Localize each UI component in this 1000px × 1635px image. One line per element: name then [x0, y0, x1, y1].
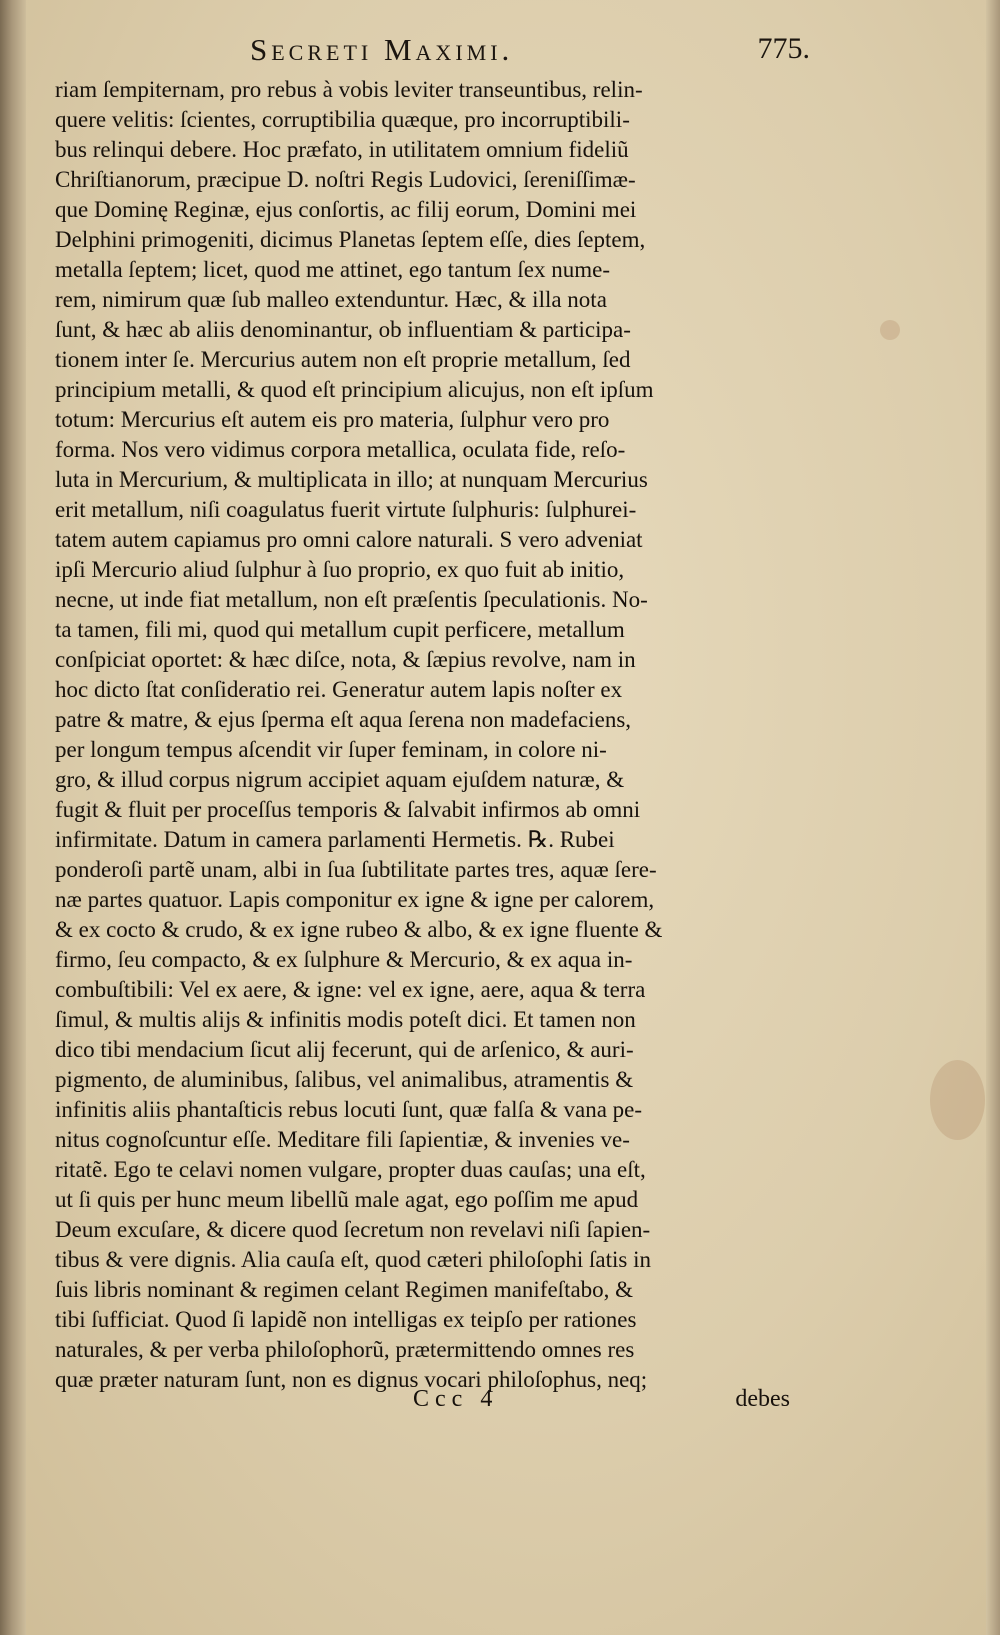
text-line: bus relinqui debere. Hoc præfato, in utilitatem omnium fideliũ — [55, 137, 629, 162]
text-line: tionem inter ſe. Mercurius autem non eſt proprie metallum, ſed — [55, 347, 631, 372]
text-line: necne, ut inde fiat metallum, non eſt præſentis ſpeculationis. No- — [55, 587, 648, 612]
text-line: ponderoſi partẽ unam, albi in ſua ſubtilitate partes tres, aquæ ſere- — [55, 857, 657, 882]
text-line: infinitis aliis phantaſticis rebus locuti ſunt, quæ falſa & vana pe- — [55, 1097, 643, 1122]
text-line: que Dominę Reginæ, ejus conſortis, ac filij eorum, Domini mei — [55, 197, 637, 222]
text-line: combuſtibili: Vel ex aere, & igne: vel ex igne, aere, aqua & terra — [55, 977, 646, 1002]
text-line: gro, & illud corpus nigrum accipiet aquam ejuſdem naturæ, & — [55, 767, 625, 792]
text-line: tibus & vere dignis. Alia cauſa eſt, quod cæteri philoſophi ſatis in — [55, 1247, 651, 1272]
text-line: næ partes quatuor. Lapis componitur ex igne & igne per calorem, — [55, 887, 655, 912]
text-line: conſpiciat oportet: & hæc diſce, nota, & ſæpius revolve, nam in — [55, 647, 636, 672]
text-line: fugit & fluit per proceſſus temporis & ſalvabit infirmos ab omni — [55, 797, 641, 822]
text-line: hoc dicto ſtat conſideratio rei. Generatur autem lapis noſter ex — [55, 677, 623, 702]
foxing-stain — [930, 1060, 985, 1140]
foxing-stain — [880, 320, 900, 340]
text-line: ſuis libris nominant & regimen celant Regimen manifeſtabo, & — [55, 1277, 634, 1302]
body-text — [55, 75, 790, 1395]
text-line: forma. Nos vero vidimus corpora metallica, oculata fide, reſo- — [55, 437, 626, 462]
text-line: quæ præter naturam ſunt, non es dignus vocari philoſophus, neq; — [55, 1367, 648, 1392]
page-edge — [986, 0, 1000, 1635]
text-line: firmo, ſeu compacto, & ex ſulphure & Mercurio, & ex aqua in- — [55, 947, 633, 972]
text-line: principium metalli, & quod eſt principium alicujus, non eſt ipſum — [55, 377, 654, 402]
text-line: ſunt, & hæc ab aliis denominantur, ob influentiam & participa- — [55, 317, 631, 342]
text-line: dico tibi mendacium ſicut alij fecerunt, qui de arſenico, & auri- — [55, 1037, 634, 1062]
text-line: tatem autem capiamus pro omni calore naturali. S vero adveniat — [55, 527, 643, 552]
text-line: Deum excuſare, & dicere quod ſecretum non revelavi niſi ſapien- — [55, 1217, 651, 1242]
text-line: quere velitis: ſcientes, corruptibilia quæque, pro incorruptibili- — [55, 107, 630, 132]
text-line: & ex cocto & crudo, & ex igne rubeo & albo, & ex igne fluente & — [55, 917, 663, 942]
folio-number: 775. — [757, 32, 810, 65]
text-line: rem, nimirum quæ ſub malleo extenduntur. Hæc, & illa nota — [55, 287, 607, 312]
text-line: ritatẽ. Ego te celavi nomen vulgare, propter duas cauſas; una eſt, — [55, 1157, 646, 1182]
page-footer — [55, 1386, 790, 1420]
text-line: metalla ſeptem; licet, quod me attinet, ego tantum ſex nume- — [55, 257, 611, 282]
text-line: ipſi Mercurio aliud ſulphur à ſuo proprio, ex quo fuit ab initio, — [55, 557, 625, 582]
catchword: debes — [735, 1386, 790, 1412]
signature-mark: Ccc 4 — [413, 1386, 499, 1412]
text-line: ta tamen, fili mi, quod qui metallum cupit perficere, metallum — [55, 617, 625, 642]
text-line: riam ſempiternam, pro rebus à vobis leviter transeuntibus, relin- — [55, 77, 643, 102]
running-title: Secreti Maximi. — [250, 32, 514, 67]
text-line: tibi ſufficiat. Quod ſi lapidẽ non intelligas ex teipſo per rationes — [55, 1307, 637, 1332]
text-line: infirmitate. Datum in camera parlamenti Hermetis. ℞. Rubei — [55, 827, 615, 852]
page-gutter-shadow — [0, 0, 26, 1635]
text-line: Delphini primogeniti, dicimus Planetas ſeptem eſſe, dies ſeptem, — [55, 227, 646, 252]
text-line: pigmento, de aluminibus, ſalibus, vel animalibus, atramentis & — [55, 1067, 634, 1092]
page-header — [250, 30, 810, 70]
text-line: Chriſtianorum, præcipue D. noſtri Regis Ludovici, ſereniſſimæ- — [55, 167, 636, 192]
text-line: ut ſi quis per hunc meum libellũ male agat, ego poſſim me apud — [55, 1187, 639, 1212]
text-line: totum: Mercurius eſt autem eis pro materia, ſulphur vero pro — [55, 407, 610, 432]
text-line: luta in Mercurium, & multiplicata in illo; at nunquam Mercurius — [55, 467, 648, 492]
text-line: patre & matre, & ejus ſperma eſt aqua ſerena non madefaciens, — [55, 707, 632, 732]
text-line: per longum tempus aſcendit vir ſuper feminam, in colore ni- — [55, 737, 607, 762]
text-line: naturales, & per verba philoſophorũ, prætermittendo omnes res — [55, 1337, 635, 1362]
text-line: nitus cognoſcuntur eſſe. Meditare fili ſapientiæ, & invenies ve- — [55, 1127, 630, 1152]
text-line: erit metallum, niſi coagulatus fuerit virtute ſulphuris: ſulphurei- — [55, 497, 637, 522]
text-line: ſimul, & multis alijs & infinitis modis poteſt dici. Et tamen non — [55, 1007, 636, 1032]
